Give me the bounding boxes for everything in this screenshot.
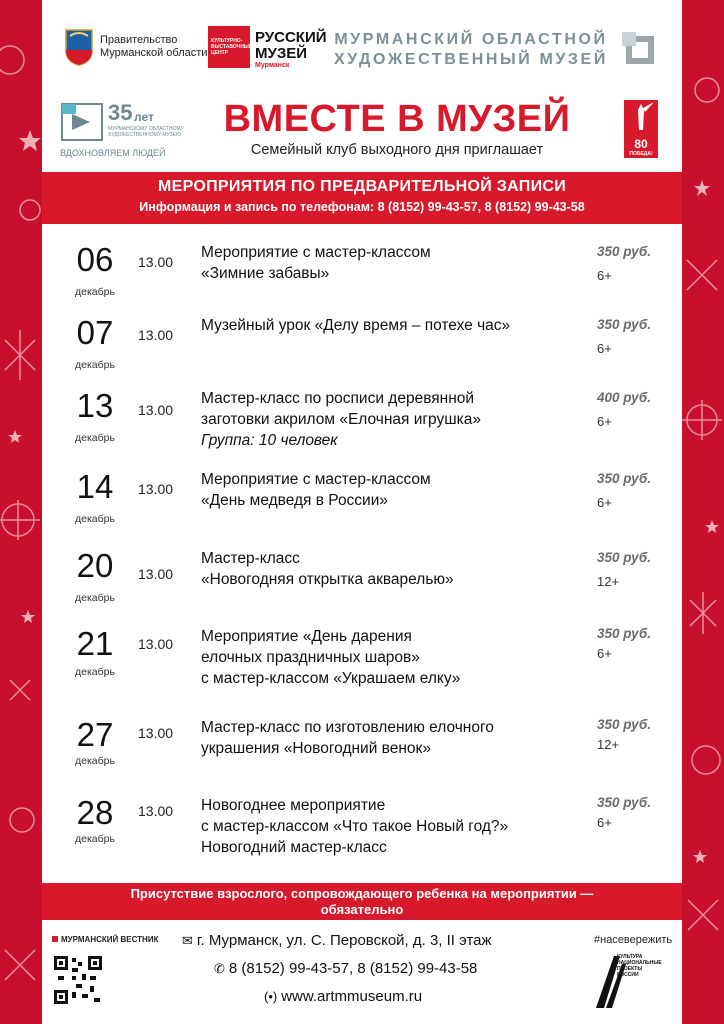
event-time: 13.00 [138, 327, 174, 343]
event-time: 13.00 [138, 254, 174, 270]
event-age-rating: 6+ [597, 495, 612, 510]
museum-website [264, 988, 422, 1005]
victory-word: ПОБЕДА! [629, 151, 653, 157]
event-day: 13 [76, 387, 114, 424]
event-time: 13.00 [138, 803, 174, 819]
badge-line-2: ВЫСТАВОЧНЫЙ [211, 44, 253, 50]
event-title-line: Мероприятие «День дарения [201, 628, 412, 645]
event-price: 350 руб. [597, 626, 651, 641]
event-price: 350 руб. [597, 244, 651, 259]
event-age-rating: 6+ [597, 646, 612, 661]
event-title-line: Мастер-класс по росписи деревянной [201, 390, 475, 407]
poster-subtitle: Семейный клуб выходного дня приглашает [250, 142, 544, 158]
event-price: 350 руб. [597, 317, 651, 332]
event-title [201, 626, 591, 689]
event-month: декабрь [75, 359, 115, 371]
event-title-line: Мастер-класс [201, 550, 300, 567]
event-title [201, 469, 591, 511]
banner-contact-info: Информация и запись по телефонам: 8 (8152) 99-43-57, 8 (8152) 99-43-58 [139, 200, 585, 214]
anniversary-unit: лет [134, 110, 154, 124]
event-day: 27 [76, 716, 114, 753]
event-day: 14 [76, 468, 114, 505]
event-title-line: Мероприятие с мастер-классом [201, 244, 431, 261]
event-title [201, 548, 591, 590]
event-title-line: «День медведя в России» [201, 492, 388, 509]
victory-80-logo [624, 100, 658, 158]
phones-text: 8 (8152) 99-43-57, 8 (8152) 99-43-58 [228, 960, 478, 977]
regional-museum-line-1: МУРМАНСКИЙ ОБЛАСТНОЙ [334, 31, 608, 48]
event-month: декабрь [75, 592, 115, 604]
event-title [201, 242, 591, 284]
anniversary-caption: МУРМАНСКОМУ ОБЛАСТНОМУ ХУДОЖЕСТВЕННОМУ МУЗЕЮ [108, 126, 184, 138]
event-month: декабрь [75, 432, 115, 444]
anniversary-number: 35 [108, 100, 133, 125]
event-time: 13.00 [138, 566, 174, 582]
event-group-note: Группа: 10 человек [201, 432, 338, 449]
government-line-1: Правительство [100, 34, 178, 46]
anniversary-logo [60, 100, 190, 160]
qr-code-icon [54, 956, 102, 1004]
event-title-line: с мастер-классом «Украшаем елку» [201, 670, 461, 687]
event-time: 13.00 [138, 481, 174, 497]
russian-museum-line-2: МУЗЕЙ [255, 45, 308, 62]
national-projects-line: ПРОЕКТЫ [617, 966, 643, 972]
national-projects-line: РОССИИ [617, 972, 639, 978]
poster-sheet [42, 0, 682, 1024]
museum-address [182, 932, 492, 949]
website-text[interactable]: www.artmmuseum.ru [281, 988, 423, 1005]
victory-number: 80 [634, 137, 648, 151]
event-price: 350 руб. [597, 717, 651, 732]
envelope-icon: ✉ [182, 933, 193, 948]
poster-title: ВМЕСТЕ В МУЗЕЙ [223, 98, 571, 140]
snowflake-pattern-right [682, 0, 724, 1024]
event-title-line: с мастер-классом «Что такое Новый год?» [201, 818, 509, 835]
event-title-line: Новогодний мастер-класс [201, 839, 387, 856]
vestnik-mark-icon [52, 936, 58, 942]
russian-museum-line-1: РУССКИЙ [255, 29, 327, 46]
event-title-line: «Зимние забавы» [201, 265, 330, 282]
event-time: 13.00 [138, 636, 174, 652]
snowflake-pattern-left [0, 0, 42, 1024]
event-day: 21 [76, 625, 114, 662]
event-day: 28 [76, 794, 114, 831]
national-projects-line: НАЦИОНАЛЬНЫЕ [617, 960, 662, 966]
event-title [201, 795, 591, 858]
registration-banner [42, 172, 682, 224]
event-age-rating: 12+ [597, 574, 620, 589]
parental-presence-notice [42, 883, 682, 920]
left-decorative-border [0, 0, 42, 1024]
event-title-line: Мероприятие с мастер-классом [201, 471, 431, 488]
event-title [201, 388, 591, 451]
hashtag: #насевережить [594, 934, 673, 946]
event-title-line: заготовки акрилом «Елочная игрушка» [201, 411, 482, 428]
contact-footer [42, 920, 682, 1024]
event-age-rating: 12+ [597, 737, 620, 752]
event-month: декабрь [75, 833, 115, 845]
event-title-line: украшения «Новогодний венок» [201, 740, 431, 757]
regional-museum-logo-icon [622, 32, 658, 68]
phone-icon: ✆ [214, 961, 225, 976]
partner-logos [42, 18, 682, 78]
address-text: г. Мурманск, ул. С. Перовской, д. 3, II этаж [196, 932, 492, 949]
event-title [201, 717, 591, 759]
event-day: 20 [76, 547, 114, 584]
right-decorative-border [682, 0, 724, 1024]
murmansk-coat-of-arms-icon [64, 26, 94, 66]
event-price: 350 руб. [597, 550, 651, 565]
event-title-line: «Новогодняя открытка акварелью» [201, 571, 454, 588]
badge-line-3: ЦЕНТР [211, 50, 228, 56]
regional-museum-name [334, 30, 608, 70]
event-price: 400 руб. [597, 390, 651, 405]
event-age-rating: 6+ [597, 815, 612, 830]
event-title-line: Музейный урок «Делу время – потехе час» [201, 317, 511, 334]
broadcast-icon: (•) [264, 989, 278, 1004]
event-title [201, 315, 591, 336]
vestnik-name: МУРМАНСКИЙ ВЕСТНИК [61, 935, 159, 944]
event-day: 07 [76, 314, 114, 351]
event-title-line: елочных праздничных шаров» [201, 649, 420, 666]
anniversary-frame-icon [60, 102, 104, 142]
russian-museum-title [255, 30, 327, 62]
national-projects-line: КУЛЬТУРА [617, 954, 643, 960]
event-time: 13.00 [138, 402, 174, 418]
anniversary-slogan: ВДОХНОВЛЯЕМ ЛЮДЕЙ [60, 148, 166, 158]
national-projects-text [617, 954, 662, 978]
event-month: декабрь [75, 286, 115, 298]
event-time: 13.00 [138, 725, 174, 741]
russian-museum-city: Мурманск [255, 62, 290, 69]
event-title-line: Новогоднее мероприятие [201, 797, 386, 814]
government-line-2: Мурманской области [100, 47, 208, 59]
event-day: 06 [76, 241, 114, 278]
museum-phones [214, 960, 477, 977]
event-age-rating: 6+ [597, 268, 612, 283]
event-age-rating: 6+ [597, 414, 612, 429]
exhibition-center-badge [208, 26, 253, 68]
event-title-line: Мастер-класс по изготовлению елочного [201, 719, 494, 736]
event-month: декабрь [75, 755, 115, 767]
notice-line-2: обязательно [320, 902, 404, 917]
government-name [100, 34, 207, 60]
banner-title: МЕРОПРИЯТИЯ ПО ПРЕДВАРИТЕЛЬНОЙ ЗАПИСИ [157, 178, 567, 195]
event-age-rating: 6+ [597, 341, 612, 356]
event-price: 350 руб. [597, 471, 651, 486]
event-month: декабрь [75, 513, 115, 525]
regional-museum-line-2: ХУДОЖЕСТВЕННЫЙ МУЗЕЙ [334, 51, 608, 68]
monument-icon [624, 100, 658, 138]
notice-line-1: Присутствие взрослого, сопровождающего ребенка на мероприятии — [130, 886, 594, 901]
event-price: 350 руб. [597, 795, 651, 810]
event-month: декабрь [75, 666, 115, 678]
badge-line-1: КУЛЬТУРНО- [211, 38, 243, 44]
vestnik-logo [52, 935, 158, 944]
